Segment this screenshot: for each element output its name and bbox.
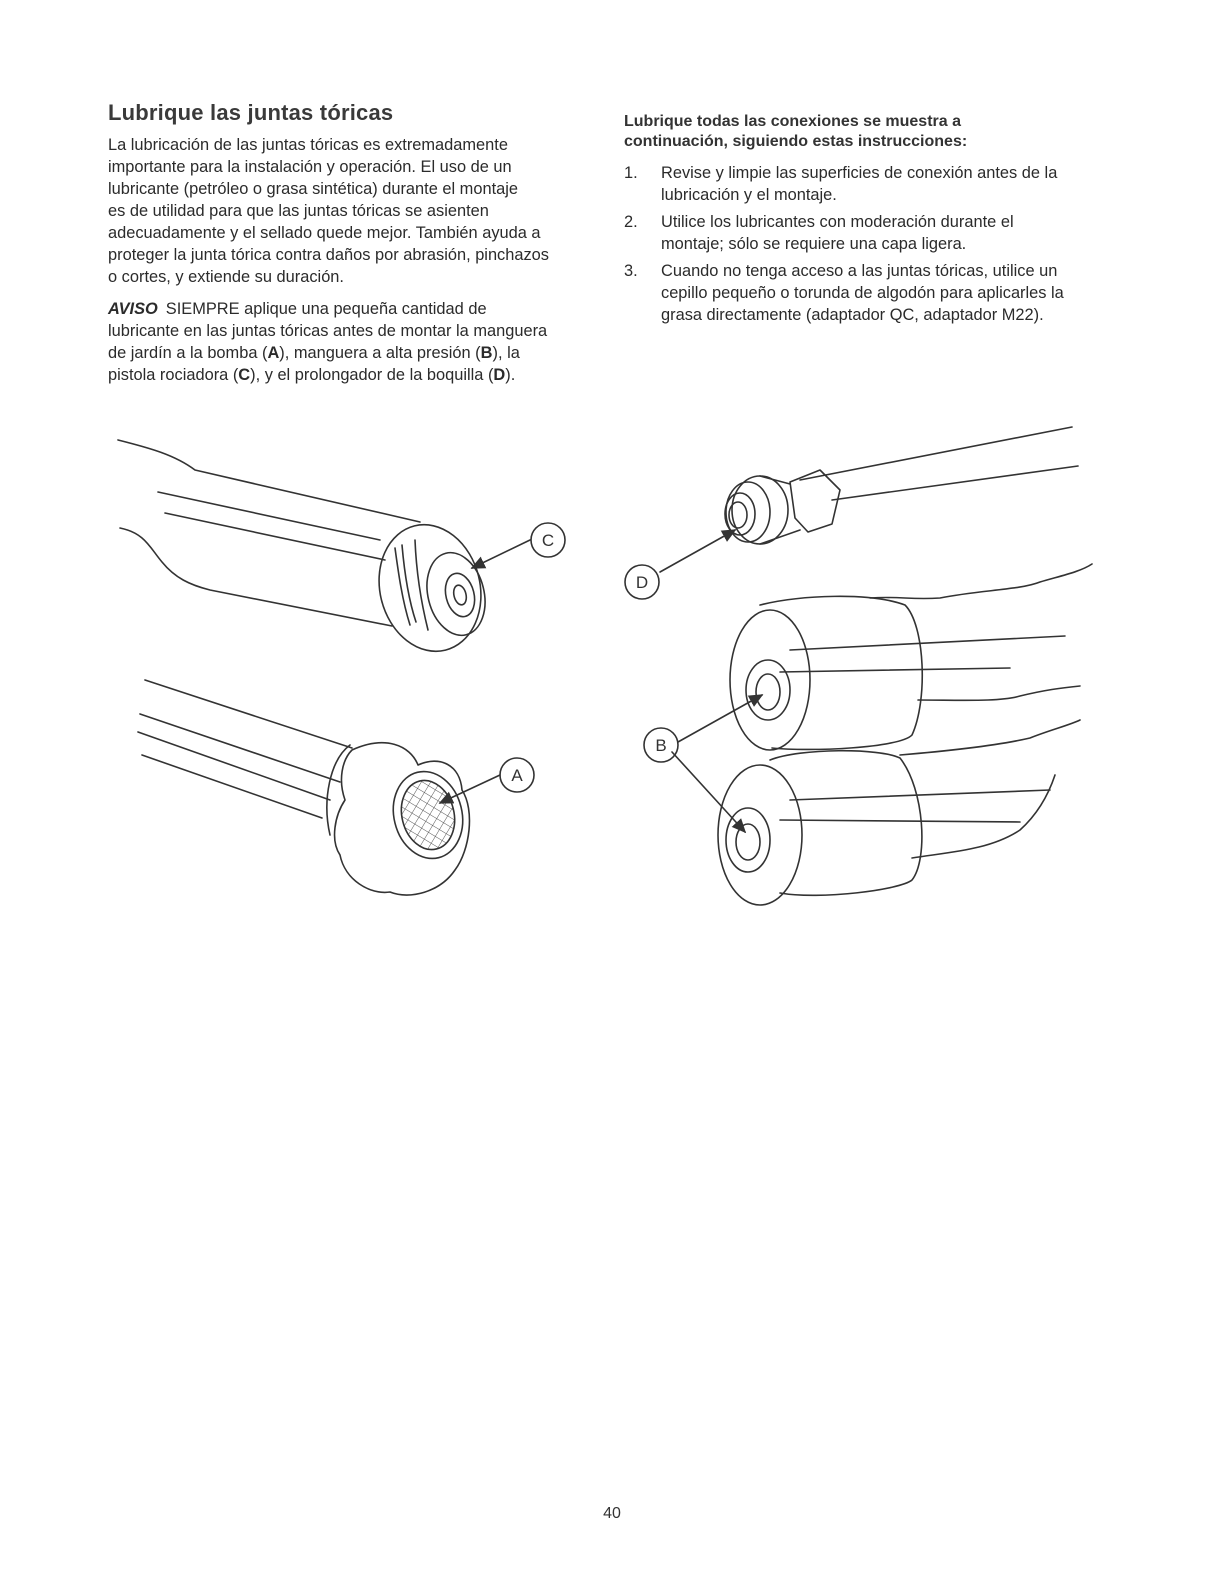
step-number: 3. [624, 262, 638, 280]
step-item [624, 162, 1104, 206]
notice-fragment: ), y el prolongador de la boquilla ( [250, 366, 494, 384]
notice-label: AVISO [108, 300, 158, 318]
steps-list [624, 162, 1104, 326]
notice-fragment: pistola rociadora ( [108, 366, 239, 384]
callout-a-leader [440, 775, 500, 803]
paragraph-line: lubricante (petróleo o grasa sintética) durante el montaje [108, 180, 518, 198]
callout-d-leader [660, 530, 735, 572]
garden-hose-connector [138, 680, 472, 895]
callout-b-leader-upper [678, 695, 762, 742]
high-pressure-hose-upper [730, 564, 1092, 750]
step-line: cepillo pequeño o torunda de algodón para aplicarles la [661, 284, 1064, 302]
ref-d: D [493, 366, 506, 384]
notice-paragraph [108, 298, 588, 386]
notice-fragment: ). [505, 366, 516, 384]
intro-paragraph [108, 134, 588, 288]
instructions-title [624, 112, 1104, 152]
callout-b-label: B [655, 736, 667, 755]
step-number: 2. [624, 213, 638, 231]
ref-a: A [267, 344, 280, 362]
step-line: lubricación y el montaje. [661, 186, 837, 204]
spray-gun-connector [118, 440, 494, 662]
notice-fragment: de jardín a la bomba ( [108, 344, 268, 362]
notice-fragment: ), la [492, 344, 520, 362]
step-line: Cuando no tenga acceso a las juntas tóricas, utilice un [661, 262, 1058, 280]
step-line: montaje; sólo se requiere una capa ligera. [661, 235, 967, 253]
paragraph-line: La lubricación de las juntas tóricas es extremadamente [108, 136, 508, 154]
connections-illustration [0, 380, 1224, 1060]
page-number: 40 [603, 1505, 621, 1522]
notice-fragment: ), manguera a alta presión ( [279, 344, 481, 362]
instructions-title-line: Lubrique todas las conexiones se muestra a [624, 113, 961, 130]
step-line: Revise y limpie las superficies de conexión antes de la [661, 164, 1058, 182]
paragraph-line: o cortes, y extiende su duración. [108, 268, 344, 286]
ref-b: B [480, 344, 493, 362]
notice-line: SIEMPRE aplique una pequeña cantidad de [165, 300, 487, 318]
right-column [624, 112, 1104, 331]
paragraph-line: proteger la junta tórica contra daños por abrasión, pinchazos [108, 246, 549, 264]
step-item [624, 260, 1104, 326]
paragraph-line: es de utilidad para que las juntas tóricas se asienten [108, 202, 489, 220]
callout-b-leader-lower [672, 752, 745, 832]
callout-d-label: D [635, 573, 649, 592]
nozzle-extension-connector [725, 427, 1078, 544]
step-item [624, 211, 1104, 255]
callout-a-label: A [511, 766, 523, 785]
step-line: Utilice los lubricantes con moderación durante el [661, 213, 1014, 231]
notice-line: lubricante en las juntas tóricas antes de montar la manguera [108, 322, 548, 340]
paragraph-line: adecuadamente y el sellado quede mejor. También ayuda a [108, 224, 541, 242]
section-title: Lubrique las juntas tóricas [108, 100, 394, 125]
instructions-title-line: continuación, siguiendo estas instrucciones: [624, 133, 968, 150]
paragraph-line: importante para la instalación y operación. El uso de un [108, 158, 512, 176]
step-number: 1. [624, 164, 638, 182]
left-column [108, 100, 588, 396]
ref-c: C [238, 366, 251, 384]
step-line: grasa directamente (adaptador QC, adaptador M22). [661, 306, 1044, 324]
callout-c-leader [472, 540, 530, 568]
callout-c-label: C [541, 531, 555, 550]
